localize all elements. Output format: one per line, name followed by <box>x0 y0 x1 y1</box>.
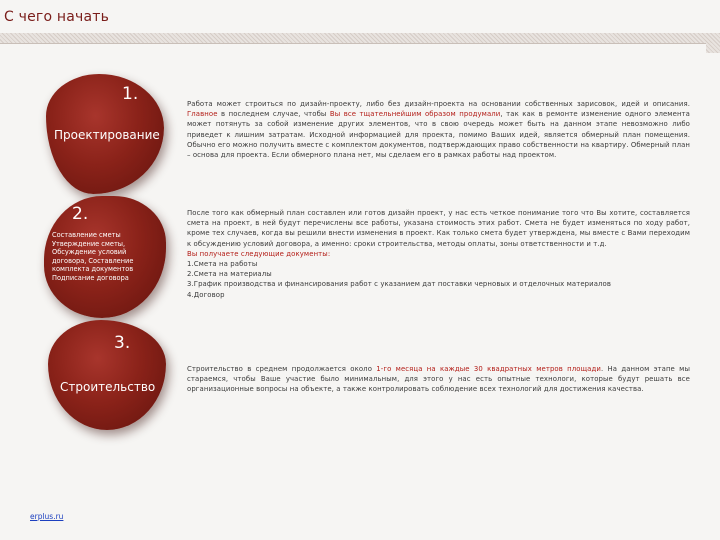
step-2-number: 2. <box>72 204 89 224</box>
step-3-label: Строительство <box>60 380 156 394</box>
design-highlight-think: Вы все тщательнейшим образом продумали <box>329 110 501 119</box>
document-item: 4.Договор <box>187 290 225 299</box>
step-2-details: Составление сметы Утверждение сметы, Обсуждение условий договора, Составление комплекта документов Подписание договора <box>52 231 134 282</box>
section-design-text <box>187 99 690 160</box>
step-3-number: 3. <box>114 333 131 353</box>
step-3-shape <box>48 320 166 430</box>
construction-intro: Строительство в среднем продолжается около <box>187 365 377 373</box>
section-construction-text <box>187 364 690 395</box>
design-text-mid: в последнем случае, чтобы <box>217 110 330 119</box>
design-text-rest: , так как в ремонте изменение одного элемента может потянуть за собой изменение других элементов, что в свою очередь может быть на данном этапе невозможно либо приведет к лишним затратам. Исходной информацией для проекта, помимо Ваших идей, является обмерный план помещения. Обычно его можно получить вместе с комплектом документов, подтверждающих право собственности на квартиру. Обмерный план – основа для проекта. Если обмерного плана нет, мы сделаем его в рамках работы над проектом. <box>187 110 690 160</box>
document-item: 3.График производства и финансирования работ с указанием дат поставки черновых и отделочных материалов <box>187 280 612 289</box>
header-divider <box>0 33 720 44</box>
step-1-number: 1. <box>122 84 139 104</box>
construction-text-rest: . На данном этапе мы стараемся, чтобы Ваше участие было минимальным, для этого у нас есть опытные технологи, которые будут решать все организационные вопросы на объекте, а также контролировать соблюдение всех технологий для достижения качества. <box>187 365 690 394</box>
construction-highlight: 1-го месяца на каждые 30 квадратных метров площади <box>376 365 601 373</box>
documents-heading: Вы получаете следующие документы: <box>187 249 331 258</box>
document-item: 1.Смета на работы <box>187 260 258 269</box>
section-estimate-text <box>187 208 690 300</box>
estimate-intro: После того как обмерный план составлен или готов дизайн проект, у нас есть четкое понимание того что Вы хотите, составляется смета на проект, в ней будут перечислены все работы, указана стоимость этих работ. Смета не будет изменяться по ходу работ, кроме тех случаев, когда вы решили внести изменения в проект. Как только смета будет утверждена, мы вместе с Вами переходим к обсуждению условий договора, а именно: сроки строительства, методы оплаты, зоны ответственности и т.д. <box>187 209 690 248</box>
document-item: 2.Смета на материалы <box>187 270 272 279</box>
header-corner-decoration <box>706 43 720 53</box>
site-link[interactable]: erplus.ru <box>30 512 64 521</box>
page-title: С чего начать <box>4 9 110 25</box>
step-1-label: Проектирование <box>54 128 160 142</box>
design-intro: Работа может строиться по дизайн-проекту, либо без дизайн-проекта на основании собственных зарисовок, идей и описания. <box>187 100 690 108</box>
design-highlight-main: Главное <box>187 110 218 119</box>
